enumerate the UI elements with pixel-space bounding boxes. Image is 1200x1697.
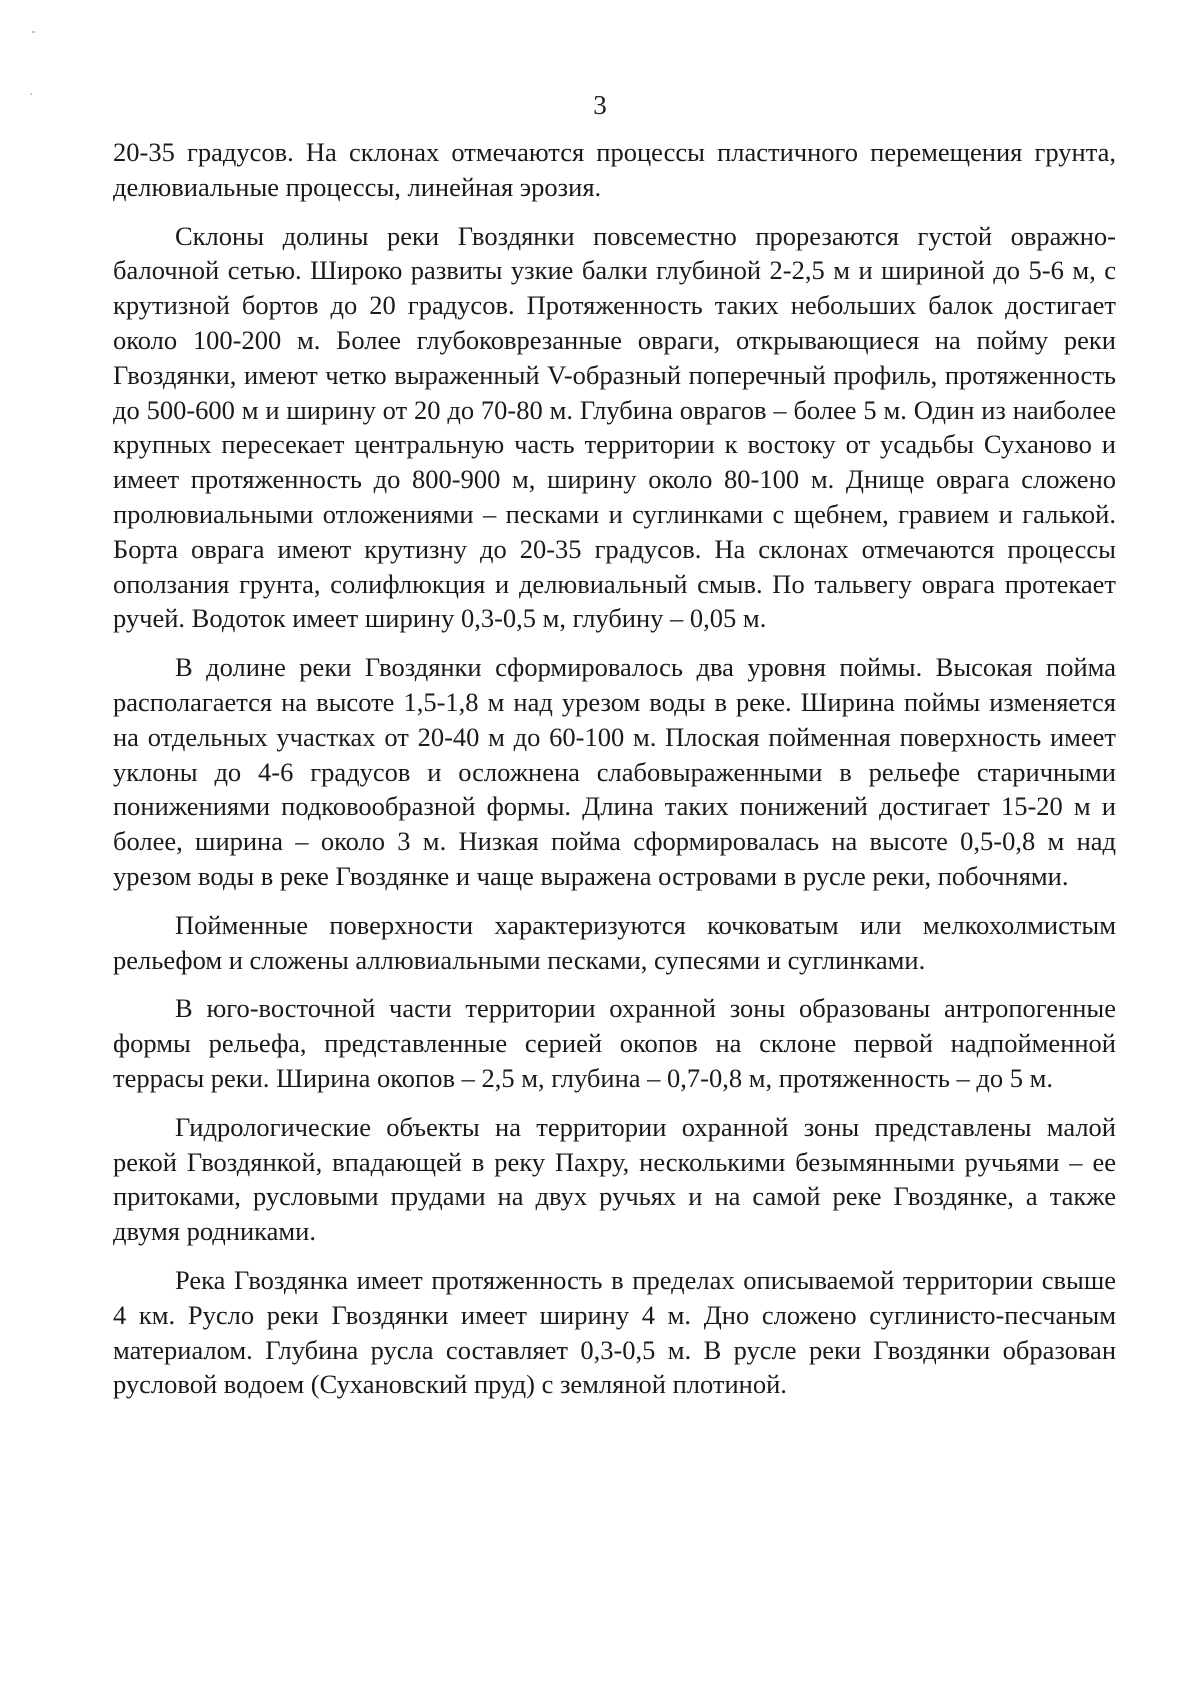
body-text <box>113 135 1116 1416</box>
page-number: 3 <box>593 90 607 120</box>
scan-speck <box>32 31 35 33</box>
paragraph-river-description: Река Гвоздянка имеет протяженность в пределах описываемой территории свыше 4 км. Русло реки Гвоздянки имеет ширину 4 м. Дно сложено суглинисто-песчаным материалом. Глубина русла составляет 0,3-0,5 м. В русле реки Гвоздянки образован русловой водоем (Сухановский пруд) с земляной плотиной. <box>113 1264 1116 1400</box>
paragraph-floodplain-levels: В долине реки Гвоздянки сформировалось два уровня поймы. Высокая пойма располагается на высоте 1,5-1,8 м над урезом воды в реке. Ширина поймы изменяется на отдельных участках от 20-40 м до 60-100 м. Плоская пойменная поверхность имеет уклоны до 4-6 градусов и осложнена слабовыраженными в рельефе старичными понижениями подковообразной формы. Длина таких понижений достигает 15-20 м и более, ширина – около 3 м. Низкая пойма сформировалась на высоте 0,5-0,8 м над урезом воды в реке Гвоздянке и чаще выражена островами в русле реки, побочнями. <box>113 652 1116 891</box>
paragraph-floodplain-surfaces: Пойменные поверхности характеризуются кочковатым или мелкохолмистым рельефом и сложены аллювиальными песками, супесями и суглинками. <box>113 909 1116 975</box>
paragraph-hydrology: Гидрологические объекты на территории охранной зоны представлены малой рекой Гвоздянкой, впадающей в реку Пахру, несколькими безымянными ручьями – ее притоками, русловыми прудами на двух ручьях и на самой реке Гвоздянке, а также двумя родниками. <box>113 1111 1116 1247</box>
paragraph-anthropogenic-relief: В юго-восточной части территории охранной зоны образованы антропогенные формы рельефа, представленные серией окопов на склоне первой надпойменной террасы реки. Ширина окопов – 2,5 м, глубина – 0,7-0,8 м, протяженность – до 5 м. <box>113 993 1116 1093</box>
paragraph-ravines: Склоны долины реки Гвоздянки повсеместно прорезаются густой овражно-балочной сетью. Широко развиты узкие балки глубиной 2-2,5 м и шириной до 5-6 м, с крутизной бортов до 20 градусов. Протяженность таких небольших балок достигает около 100-200 м. Более глубоковрезанные овраги, открывающиеся на пойму реки Гвоздянки, имеют четко выраженный V-образный поперечный профиль, протяженность до 500-600 м и ширину от 20 до 70-80 м. Глубина оврагов – более 5 м. Один из наиболее крупных пересекает центральную часть территории к востоку от усадьбы Суханово и имеет протяженность до 800-900 м, ширину около 80-100 м. Днище оврага сложено пролювиальными отложениями – песками и суглинками с щебнем, гравием и галькой. Борта оврага имеют крутизну до 20-35 градусов. На склонах отмечаются процессы оползания грунта, солифлюкция и делювиальный смыв. По тальвегу оврага протекает ручей. Водоток имеет ширину 0,3-0,5 м, глубину – 0,05 м. <box>113 220 1116 634</box>
paragraph-continuation: 20-35 градусов. На склонах отмечаются процессы пластичного перемещения грунта, делювиальные процессы, линейная эрозия. <box>113 137 1116 202</box>
